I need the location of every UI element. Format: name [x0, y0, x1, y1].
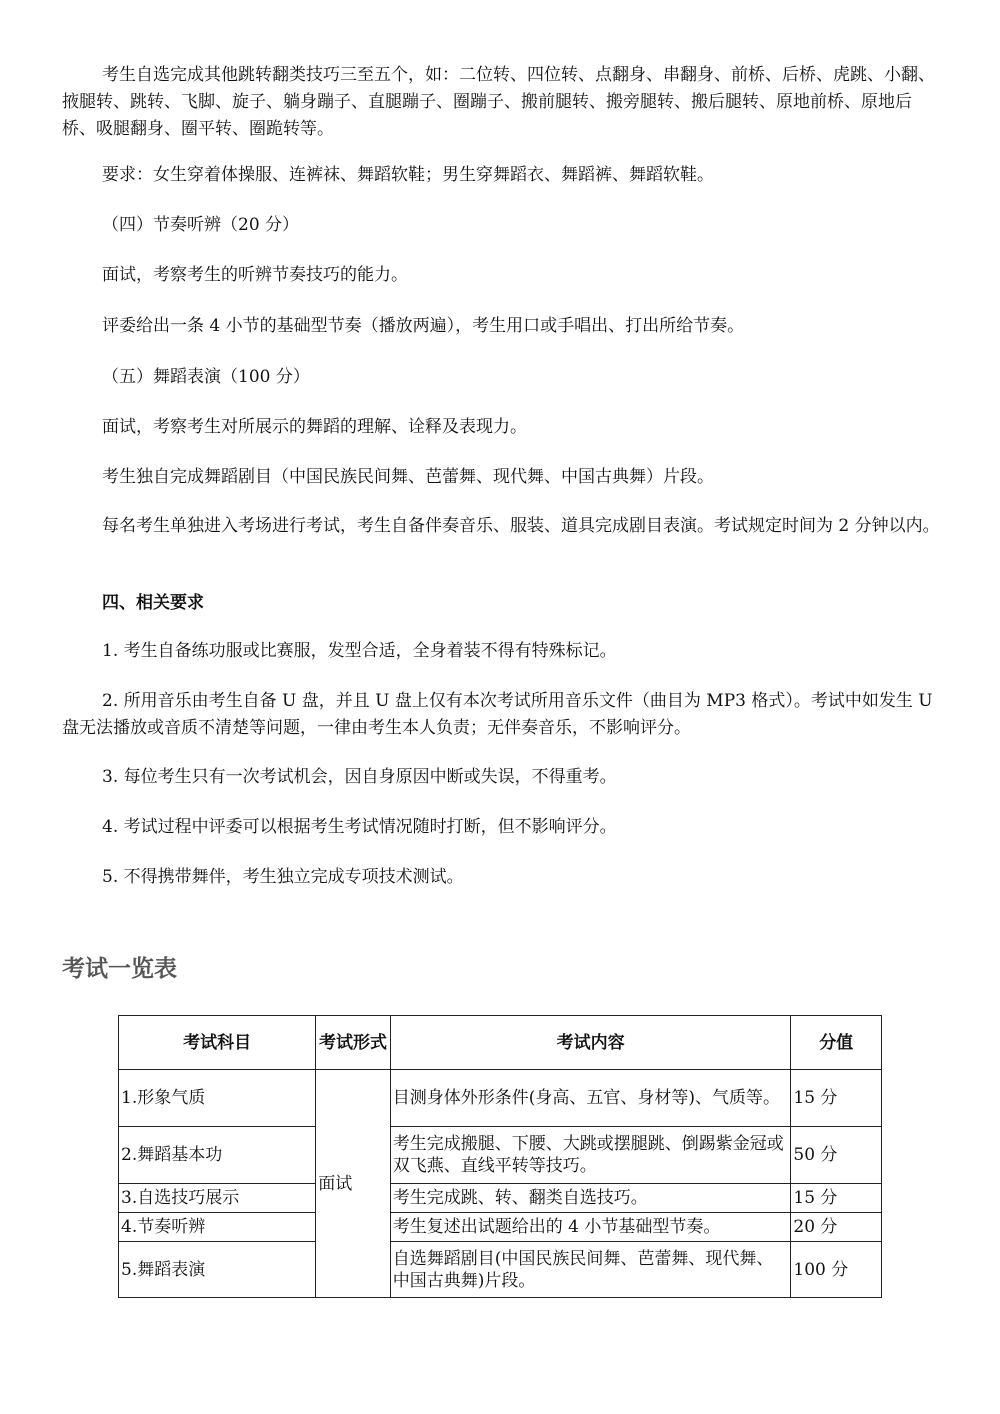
exam-overview-table [118, 1015, 882, 1298]
requirement-item-1: 1. 考生自备练功服或比赛服，发型合适，全身着装不得有特殊标记。 [102, 641, 617, 661]
cell-score: 100 分 [791, 1242, 882, 1298]
paragraph-rhythm-purpose: 面试，考察考生的听辨节奏技巧的能力。 [102, 265, 408, 285]
heading-dance-performance: （五）舞蹈表演（100 分） [102, 367, 310, 387]
cell-subject: 4.节奏听辨 [119, 1213, 316, 1242]
cell-content: 目测身体外形条件(身高、五官、身材等)、气质等。 [390, 1070, 791, 1127]
header-content: 考试内容 [390, 1016, 791, 1070]
header-subject: 考试科目 [119, 1016, 316, 1070]
exam-overview-title: 考试一览表 [62, 956, 177, 982]
cell-score: 15 分 [791, 1070, 882, 1127]
paragraph-performance-purpose: 面试，考察考生对所展示的舞蹈的理解、诠释及表现力。 [102, 417, 527, 437]
paragraph-rhythm-procedure: 评委给出一条 4 小节的基础型节奏（播放两遍），考生用口或手唱出、打出所给节奏。 [102, 316, 745, 336]
cell-content: 考生完成跳、转、翻类自选技巧。 [390, 1184, 791, 1213]
requirement-item-5: 5. 不得携带舞伴，考生独立完成专项技术测试。 [102, 867, 464, 887]
cell-content: 考生完成搬腿、下腰、大跳或摆腿跳、倒踢紫金冠或双飞燕、直线平转等技巧。 [390, 1127, 791, 1184]
cell-subject: 3.自选技巧展示 [119, 1184, 316, 1213]
table-row [119, 1070, 882, 1127]
cell-subject: 5.舞蹈表演 [119, 1242, 316, 1298]
cell-form: 面试 [316, 1070, 390, 1298]
requirement-item-4: 4. 考试过程中评委可以根据考生考试情况随时打断，但不影响评分。 [102, 817, 617, 837]
heading-rhythm-listening: （四）节奏听辨（20 分） [102, 215, 300, 235]
header-score: 分值 [791, 1016, 882, 1070]
heading-related-requirements: 四、相关要求 [102, 593, 204, 613]
paragraph-performance-procedure: 每名考生单独进入考场进行考试，考生自备伴奏音乐、服装、道具完成剧目表演。考试规定时间为 2 分钟以内。 [102, 516, 940, 536]
table-row [119, 1184, 882, 1213]
cell-content: 考生复述出试题给出的 4 小节基础型节奏。 [390, 1213, 791, 1242]
table-row [119, 1127, 882, 1184]
requirement-item-2: 2. 所用音乐由考生自备 U 盘，并且 U 盘上仅有本次考试所用音乐文件（曲目为 MP3 格式）。考试中如发生 U 盘无法播放或音质不清楚等问题，一律由考生本人负责；无伴奏音乐，不影响评分。 [62, 691, 933, 738]
cell-subject: 1.形象气质 [119, 1070, 316, 1127]
cell-score: 50 分 [791, 1127, 882, 1184]
cell-score: 15 分 [791, 1184, 882, 1213]
table-header-row [119, 1016, 882, 1070]
cell-subject: 2.舞蹈基本功 [119, 1127, 316, 1184]
paragraph-performance-repertoire: 考生独自完成舞蹈剧目（中国民族民间舞、芭蕾舞、现代舞、中国古典舞）片段。 [102, 467, 714, 487]
paragraph-skills-list: 考生自选完成其他跳转翻类技巧三至五个，如：二位转、四位转、点翻身、串翻身、前桥、后桥、虎跳、小翻、掖腿转、跳转、飞脚、旋子、躺身蹦子、直腿蹦子、圈蹦子、搬前腿转、搬旁腿转、搬后腿转、原地前桥、原地后桥、吸腿翻身、圈平转、圈跪转等。 [62, 65, 935, 139]
table-row [119, 1242, 882, 1298]
requirement-item-3: 3. 每位考生只有一次考试机会，因自身原因中断或失误，不得重考。 [102, 767, 617, 787]
cell-score: 20 分 [791, 1213, 882, 1242]
header-form: 考试形式 [316, 1016, 390, 1070]
table-row [119, 1213, 882, 1242]
paragraph-attire-requirement: 要求：女生穿着体操服、连裤袜、舞蹈软鞋；男生穿舞蹈衣、舞蹈裤、舞蹈软鞋。 [102, 165, 714, 185]
cell-content: 自选舞蹈剧目(中国民族民间舞、芭蕾舞、现代舞、中国古典舞)片段。 [390, 1242, 791, 1298]
